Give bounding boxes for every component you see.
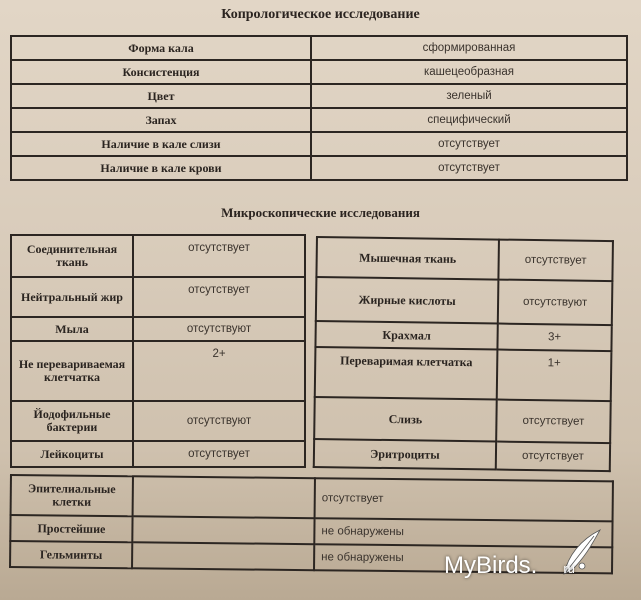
row-value: не обнаружены bbox=[314, 518, 612, 547]
watermark-brand: MyBirds bbox=[444, 552, 531, 579]
row-value: 3+ bbox=[497, 324, 611, 352]
table-row bbox=[11, 341, 305, 401]
row-label: Нейтральный жир bbox=[11, 277, 133, 317]
row-value: сформированная bbox=[311, 36, 627, 60]
row-value: кашецеобразная bbox=[311, 60, 627, 84]
row-value: отсутствует bbox=[311, 132, 627, 156]
row-value: отсутствует bbox=[133, 235, 305, 277]
macroscopic-table bbox=[10, 35, 628, 181]
row-value: зеленый bbox=[311, 84, 627, 108]
row-value: отсутствуют bbox=[133, 401, 305, 441]
row-label: Мыла bbox=[11, 317, 133, 341]
row-label: Мышечная ткань bbox=[316, 237, 499, 280]
row-label: Запах bbox=[11, 108, 311, 132]
row-value: отсутствуют bbox=[498, 280, 613, 326]
table-row bbox=[316, 277, 613, 325]
row-label: Йодофильные бактерии bbox=[11, 401, 133, 441]
table-row bbox=[316, 237, 613, 281]
row-label: Соединительная ткань bbox=[11, 235, 133, 277]
row-value: 2+ bbox=[133, 341, 305, 401]
row-label: Лейкоциты bbox=[11, 441, 133, 467]
row-value: не обнаружены bbox=[314, 544, 612, 573]
row-label: Эритроциты bbox=[314, 439, 496, 470]
row-value: специфический bbox=[311, 108, 627, 132]
row-value: отсутствует bbox=[311, 156, 627, 180]
row-label: Цвет bbox=[11, 84, 311, 108]
table-row bbox=[11, 401, 305, 441]
row-value: отсутствует bbox=[496, 442, 610, 472]
table-row bbox=[11, 475, 613, 521]
table-row bbox=[11, 277, 305, 317]
table-row bbox=[315, 347, 612, 401]
row-value-blank bbox=[132, 542, 314, 570]
watermark bbox=[444, 552, 575, 580]
row-label: Жирные кислоты bbox=[316, 277, 499, 324]
row-value: отсутствуют bbox=[133, 317, 305, 341]
row-label: Не перевариваемая клетчатка bbox=[11, 341, 133, 401]
table-row bbox=[314, 439, 610, 471]
table-row bbox=[11, 317, 305, 341]
table-row bbox=[11, 156, 627, 180]
section-title-microscopic: Микроскопические исследования bbox=[221, 205, 420, 220]
row-value: отсутствует bbox=[498, 240, 613, 282]
row-label: Простейшие bbox=[10, 515, 132, 542]
microscopic-table-right bbox=[313, 236, 614, 472]
table-row bbox=[11, 84, 627, 108]
row-value: отсутствует bbox=[496, 400, 611, 444]
row-label: Консистенция bbox=[11, 60, 311, 84]
watermark-dot: . bbox=[530, 552, 538, 579]
table-row bbox=[11, 36, 627, 60]
row-value-blank bbox=[133, 476, 315, 518]
row-value-blank bbox=[132, 516, 314, 544]
row-value: отсутствует bbox=[315, 478, 613, 521]
table-row bbox=[315, 321, 611, 351]
row-value: отсутствует bbox=[133, 277, 305, 317]
row-value: отсутствует bbox=[133, 441, 305, 467]
row-label: Эпителиальные клетки bbox=[11, 475, 133, 516]
table-row bbox=[314, 397, 611, 443]
row-value: 1+ bbox=[497, 350, 612, 402]
table-row bbox=[11, 132, 627, 156]
microscopic-table-left bbox=[10, 234, 306, 468]
document-title: Копрологическое исследование bbox=[221, 7, 420, 22]
table-row bbox=[11, 108, 627, 132]
row-label: Крахмал bbox=[315, 321, 497, 350]
row-label: Гельминты bbox=[10, 541, 132, 568]
row-label: Слизь bbox=[314, 397, 497, 442]
table-row bbox=[11, 60, 627, 84]
row-label: Форма кала bbox=[11, 36, 311, 60]
row-label: Переваримая клетчатка bbox=[315, 347, 498, 400]
table-row bbox=[11, 441, 305, 467]
row-label: Наличие в кале крови bbox=[11, 156, 311, 180]
row-label: Наличие в кале слизи bbox=[11, 132, 311, 156]
watermark-tld: ru bbox=[563, 561, 575, 576]
table-row bbox=[11, 235, 305, 277]
